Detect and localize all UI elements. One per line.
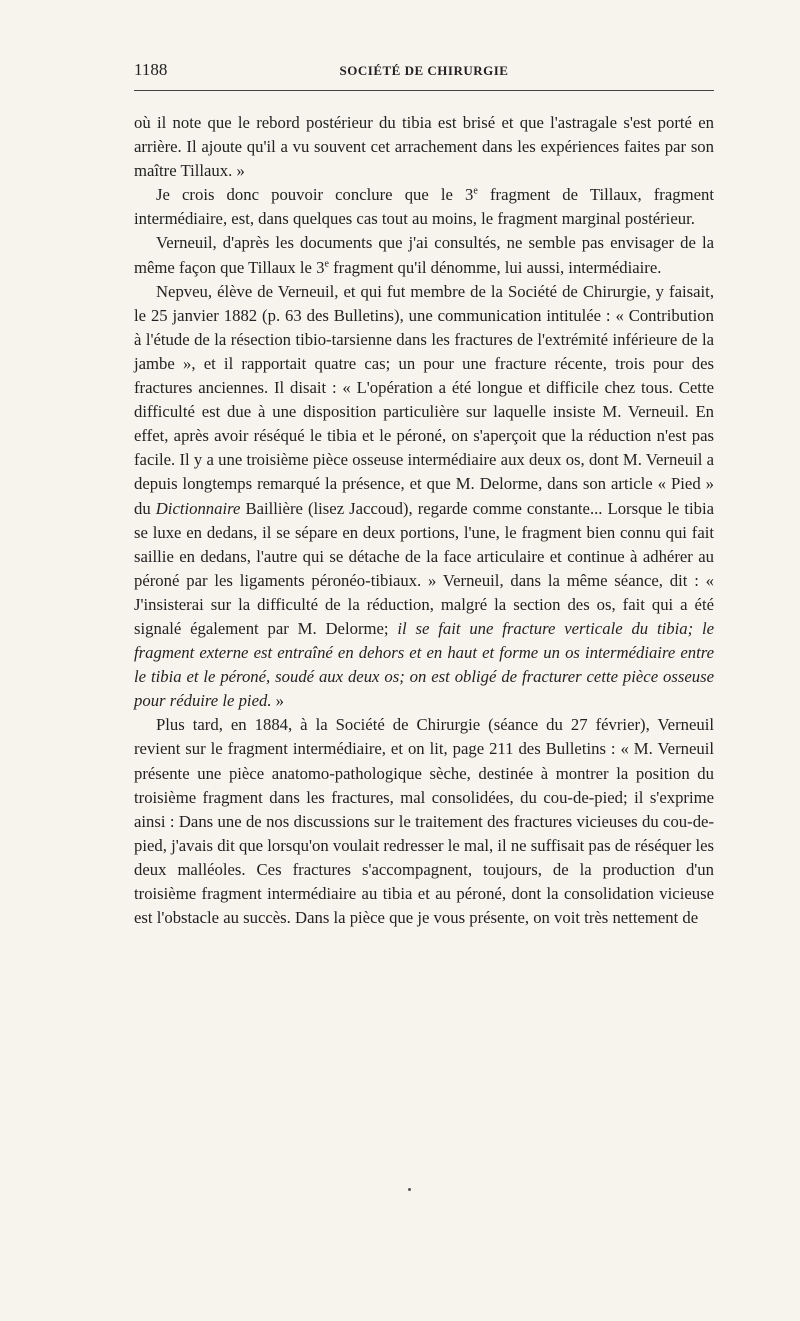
text-segment: Je crois donc pouvoir conclure que le 3: [156, 185, 474, 205]
paragraph-p3: [134, 231, 714, 279]
paragraph-p2: [134, 183, 714, 231]
paragraph-p5: [134, 713, 714, 930]
text-segment: où il note que le rebord postérieur du tibia est brisé et que l'astragale s'est porté en arrière. Il ajoute qu'il a vu souvent cet arrachement dans les expériences faites par son maître Tillaux. »: [134, 113, 714, 181]
book-page: [134, 60, 714, 930]
paragraph-p4: [134, 280, 714, 714]
text-segment: Nepveu, élève de Verneuil, et qui fut membre de la Société de Chirurgie, y faisait, le 25 janvier 1882 (p. 63 des Bulletins), une communication intitulée : « Contribution à l'étude de la résection tibio-tarsienne dans les fractures de l'extrémité inférieure de la jambe », et il rapportait quatre cas; un pour une fracture récente, trois pour des fractures anciennes. Il disait : « L'opération a été longue et difficile chez tous. Cette difficulté est due à une disposition particulière sur laquelle insiste M. Verneuil. En effet, après avoir réséqué le tibia et le péroné, on s'aperçoit que la réduction n'est pas facile. Il y a une troisième pièce osseuse intermédiaire aux deux os, dont M. Verneuil a depuis longtemps remarqué la présence, et que M. Delorme, dans son article « Pied » du: [134, 281, 714, 518]
superscript: e: [473, 185, 478, 197]
text-segment: fragment qu'il dénomme, lui aussi, intermédiaire.: [328, 257, 662, 277]
text-segment: Baillière (lisez Jaccoud), regarde comme constante... Lorsque le tibia se luxe en dedans, il se sépare en deux portions, l'une, le fragment bien connu qui fait saillie en dedans, l'autre qui se détache de la face articulaire et continue à adhérer au péroné par les ligaments péronéo-tibiaux. » Verneuil, dans la même séance, dit : « J'insisterai sur la difficulté de la réduction, malgré la section des os, fait qui a été signalé également par M. Delorme;: [134, 498, 715, 638]
body-text: [134, 111, 714, 930]
running-title: SOCIÉTÉ DE CHIRURGIE: [339, 63, 509, 78]
text-segment: »: [271, 691, 285, 711]
italic-text: Dictionnaire: [155, 498, 241, 518]
text-segment: fragment de Tillaux, fragment intermédiaire, est, dans quelques cas tout au moins, le fragment marginal postérieur.: [134, 185, 714, 229]
paragraph-p1: [134, 111, 714, 183]
italic-text: il se fait une fracture verticale du tibia; le fragment externe est entraîné en dehors et en haut et forme un os intermédiaire entre le tibia et le péroné, soudé aux deux os; on est obligé de fracturer cette pièce osseuse pour réduire le pied.: [134, 618, 715, 711]
page-number: 1188: [134, 60, 168, 79]
page-header: [134, 60, 714, 91]
superscript: e: [324, 258, 329, 269]
printer-mark-dot: [408, 1188, 411, 1191]
text-segment: Plus tard, en 1884, à la Société de Chirurgie (séance du 27 février), Verneuil revient sur le fragment intermédiaire, et on lit, page 211 des Bulletins : « M. Verneuil présente une pièce anatomo-pathologique sèche, destinée à montrer la position du troisième fragment dans les fractures, mal consolidées, du cou-de-pied; il s'exprime ainsi : Dans une de nos discussions sur le traitement des fractures vicieuses du cou-de-pied, j'avais dit que lorsqu'on voulait redresser le mal, il ne suffisait pas de réséquer les deux malléoles. Ces fractures s'accompagnent, toujours, de la production d'un troisième fragment intermédiaire au tibia et au péroné, dont la consolidation vicieuse est l'obstacle au succès. Dans la pièce que je vous présente, on voit très nettement de: [134, 715, 714, 928]
text-segment: Verneuil, d'après les documents que j'ai consultés, ne semble pas envisager de la même façon que Tillaux le 3: [134, 233, 714, 277]
